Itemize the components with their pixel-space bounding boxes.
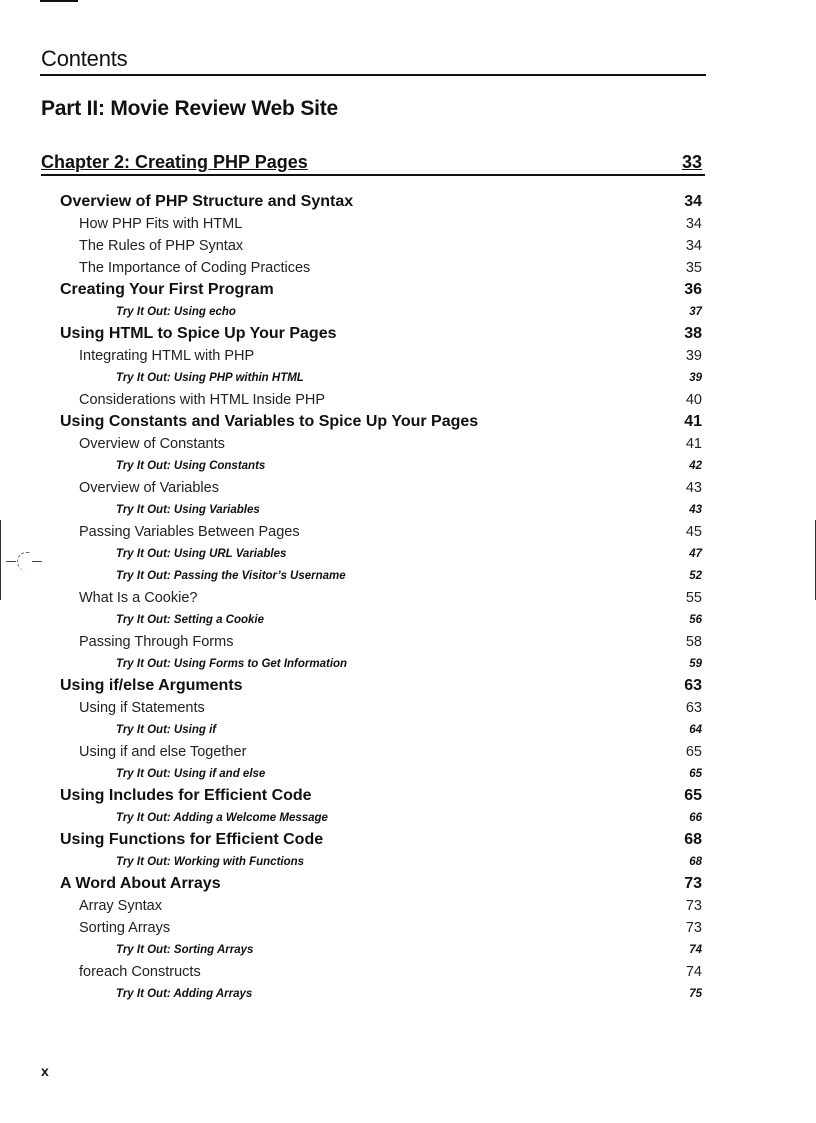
toc-entry-label: Using HTML to Spice Up Your Pages — [60, 325, 337, 342]
toc-subsection-entry[interactable] — [0, 345, 816, 367]
toc-entry-label: foreach Constructs — [79, 964, 201, 980]
running-head: Contents — [41, 46, 128, 71]
toc-entry-label: Try It Out: Using if and else — [116, 768, 266, 780]
toc-try-it-out-entry[interactable] — [0, 565, 816, 587]
toc-entry-label: What Is a Cookie? — [79, 590, 198, 606]
toc-entry-page: 63 — [685, 700, 702, 716]
toc-entry-label: Try It Out: Adding Arrays — [116, 988, 253, 1000]
toc-entry-label: Try It Out: Using Forms to Get Information — [116, 658, 348, 670]
toc-try-it-out-entry[interactable] — [0, 807, 816, 829]
toc-entry-page: 73 — [685, 920, 702, 936]
chapter-heading[interactable] — [41, 152, 705, 176]
toc-try-it-out-entry[interactable] — [0, 455, 816, 477]
toc-entry-page: 39 — [689, 372, 702, 384]
chapter-page-number: 33 — [681, 152, 702, 172]
toc-entry-label: Passing Through Forms — [79, 634, 234, 650]
chapter-title[interactable]: Chapter 2: Creating PHP Pages — [41, 152, 308, 172]
toc-section-entry[interactable] — [0, 675, 816, 697]
toc-try-it-out-entry[interactable] — [0, 939, 816, 961]
toc-entry-page: 55 — [685, 590, 702, 606]
toc-entry-label: Considerations with HTML Inside PHP — [79, 392, 326, 408]
toc-entry-page: 68 — [684, 831, 702, 848]
header-rule — [40, 74, 706, 76]
toc-entry-page: 35 — [685, 260, 702, 276]
toc-entry-label: Try It Out: Using Constants — [116, 460, 266, 472]
toc-subsection-entry[interactable] — [0, 235, 816, 257]
toc-entry-label: Passing Variables Between Pages — [79, 524, 300, 540]
toc-subsection-entry[interactable] — [0, 521, 816, 543]
toc-entry-label: Using Constants and Variables to Spice Up Your Pages — [60, 413, 479, 430]
toc-entry-label: Overview of PHP Structure and Syntax — [60, 193, 354, 210]
toc-subsection-entry[interactable] — [0, 389, 816, 411]
toc-try-it-out-entry[interactable] — [0, 851, 816, 873]
toc-entry-label: Try It Out: Adding a Welcome Message — [116, 812, 328, 824]
toc-entry-page: 65 — [689, 768, 702, 780]
toc-try-it-out-entry[interactable] — [0, 719, 816, 741]
toc-entry-label: Try It Out: Using Variables — [116, 504, 260, 516]
toc-entry-label: Integrating HTML with PHP — [79, 348, 255, 364]
page-folio: x — [41, 1063, 49, 1079]
toc-try-it-out-entry[interactable] — [0, 543, 816, 565]
toc-entry-page: 73 — [684, 875, 702, 892]
toc-subsection-entry[interactable] — [0, 631, 816, 653]
toc-entry-page: 59 — [689, 658, 702, 670]
toc-entry-label: Try It Out: Working with Functions — [116, 856, 305, 868]
toc-subsection-entry[interactable] — [0, 741, 816, 763]
toc-entry-page: 58 — [685, 634, 702, 650]
toc-entry-page: 34 — [684, 193, 702, 210]
toc-entry-label: Array Syntax — [79, 898, 162, 914]
toc-entry-label: Using if/else Arguments — [60, 677, 243, 694]
toc-entry-page: 39 — [685, 348, 702, 364]
toc-entry-page: 65 — [684, 787, 702, 804]
toc-subsection-entry[interactable] — [0, 257, 816, 279]
toc-section-entry[interactable] — [0, 829, 816, 851]
toc-entry-page: 34 — [685, 238, 702, 254]
toc-entry-page: 38 — [684, 325, 702, 342]
toc-entry-page: 36 — [684, 281, 702, 298]
toc-entry-label: Using Includes for Efficient Code — [60, 787, 312, 804]
toc-entry-page: 41 — [685, 436, 702, 452]
toc-try-it-out-entry[interactable] — [0, 367, 816, 389]
toc-entry-page: 75 — [689, 988, 702, 1000]
table-of-contents — [0, 191, 816, 1005]
toc-entry-page: 47 — [689, 548, 702, 560]
toc-entry-page: 52 — [689, 570, 702, 582]
toc-entry-page: 41 — [684, 413, 702, 430]
toc-entry-page: 43 — [689, 504, 702, 516]
toc-entry-label: The Rules of PHP Syntax — [79, 238, 244, 254]
toc-section-entry[interactable] — [0, 279, 816, 301]
top-rule — [40, 0, 78, 2]
toc-entry-label: Try It Out: Setting a Cookie — [116, 614, 265, 626]
toc-entry-label: Try It Out: Using PHP within HTML — [116, 372, 304, 384]
toc-try-it-out-entry[interactable] — [0, 609, 816, 631]
toc-section-entry[interactable] — [0, 323, 816, 345]
toc-entry-label: Try It Out: Sorting Arrays — [116, 944, 254, 956]
toc-entry-label: Sorting Arrays — [79, 920, 171, 936]
toc-section-entry[interactable] — [0, 411, 816, 433]
part-title: Part II: Movie Review Web Site — [41, 97, 339, 120]
toc-entry-label: How PHP Fits with HTML — [79, 216, 243, 232]
toc-entry-page: 40 — [685, 392, 702, 408]
toc-subsection-entry[interactable] — [0, 895, 816, 917]
toc-try-it-out-entry[interactable] — [0, 763, 816, 785]
toc-entry-label: Try It Out: Using URL Variables — [116, 548, 287, 560]
toc-entry-page: 42 — [689, 460, 702, 472]
toc-entry-label: A Word About Arrays — [60, 875, 221, 892]
toc-subsection-entry[interactable] — [0, 213, 816, 235]
toc-section-entry[interactable] — [0, 785, 816, 807]
toc-entry-page: 63 — [684, 677, 702, 694]
toc-try-it-out-entry[interactable] — [0, 983, 816, 1005]
toc-entry-page: 64 — [689, 724, 702, 736]
toc-try-it-out-entry[interactable] — [0, 301, 816, 323]
toc-try-it-out-entry[interactable] — [0, 653, 816, 675]
toc-entry-label: Try It Out: Passing the Visitor’s Username — [116, 570, 346, 582]
toc-entry-label: Using if Statements — [79, 700, 205, 716]
toc-subsection-entry[interactable] — [0, 917, 816, 939]
toc-entry-page: 37 — [689, 306, 702, 318]
toc-entry-page: 45 — [685, 524, 702, 540]
toc-entry-label: Try It Out: Using if — [116, 724, 217, 736]
toc-entry-label: Using Functions for Efficient Code — [60, 831, 324, 848]
toc-subsection-entry[interactable] — [0, 697, 816, 719]
toc-entry-label: Try It Out: Using echo — [116, 306, 236, 318]
toc-entry-label: Overview of Variables — [79, 480, 219, 496]
toc-section-entry[interactable] — [0, 873, 816, 895]
toc-subsection-entry[interactable] — [0, 433, 816, 455]
toc-entry-page: 73 — [685, 898, 702, 914]
toc-entry-page: 74 — [689, 944, 702, 956]
toc-entry-page: 43 — [685, 480, 702, 496]
toc-entry-label: Using if and else Together — [79, 744, 247, 760]
toc-entry-label: The Importance of Coding Practices — [79, 260, 311, 276]
toc-entry-label: Overview of Constants — [79, 436, 225, 452]
toc-subsection-entry[interactable] — [0, 961, 816, 983]
toc-entry-page: 34 — [685, 216, 702, 232]
toc-section-entry[interactable] — [0, 191, 816, 213]
toc-subsection-entry[interactable] — [0, 587, 816, 609]
toc-entry-page: 66 — [689, 812, 702, 824]
toc-try-it-out-entry[interactable] — [0, 499, 816, 521]
toc-entry-page: 56 — [689, 614, 702, 626]
toc-entry-page: 65 — [685, 744, 702, 760]
toc-subsection-entry[interactable] — [0, 477, 816, 499]
toc-entry-page: 74 — [685, 964, 702, 980]
toc-entry-label: Creating Your First Program — [60, 281, 274, 298]
toc-entry-page: 68 — [689, 856, 702, 868]
